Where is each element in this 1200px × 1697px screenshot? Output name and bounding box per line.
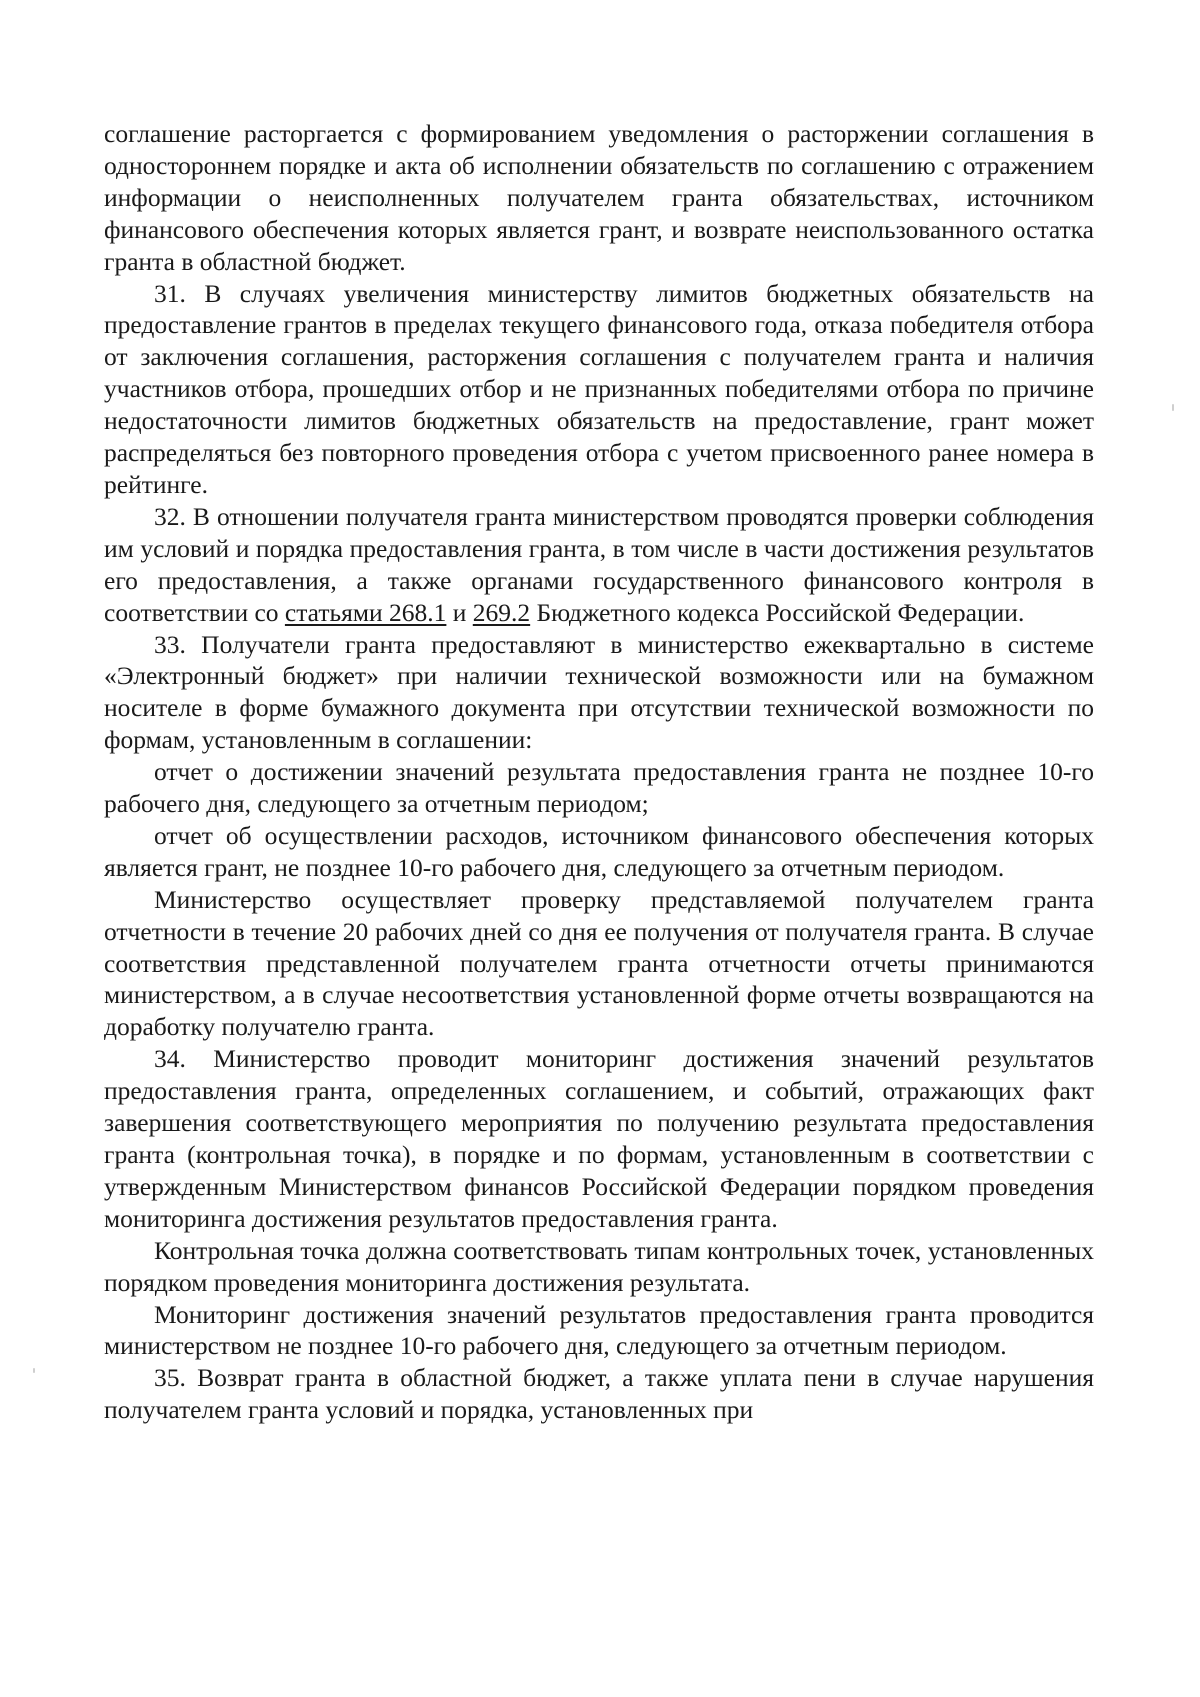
paragraph [104,501,1094,629]
paragraph: Министерство осуществляет проверку представляемой получателем гранта отчетности в течение 20 рабочих дней со дня ее получения от получателя гранта. В случае соответствия представленной получателем гранта отчетности отчеты принимаются министерством, а в случае несоответствия установленной форме отчеты возвращаются на доработку получателю гранта. [104,884,1094,1042]
paragraph: Мониторинг достижения значений результатов предоставления гранта проводится министерством не позднее 10-го рабочего дня, следующего за отчетным периодом. [104,1299,1094,1361]
paragraph: 31. В случаях увеличения министерству лимитов бюджетных обязательств на предоставление грантов в пределах текущего финансового года, отказа победителя отбора от заключения соглашения, расторжения соглашения с получателем гранта и наличия участников отбора, прошедших отбор и не признанных победителями отбора по причине недостаточности лимитов бюджетных обязательств на предоставление, грант может распределяться без повторного проведения отбора с учетом присвоенного ранее номера в рейтинге. [104,278,1094,499]
paragraph-text: 32. В отношении получателя гранта министерством проводятся проверки соблюдения им условий и порядка предоставления гранта, в том числе в части достижения результатов его предоставления, а также органами государственного финансового контроля в соответствии со [104,501,1094,627]
paragraph: 33. Получатели гранта предоставляют в министерство ежеквартально в системе «Электронный бюджет» при наличии технической возможности или на бумажном носителе в форме бумажного документа при отсутствии технической возможности по формам, установленным в соглашении: [104,629,1094,755]
paragraph: 34. Министерство проводит мониторинг достижения значений результатов предоставления гранта, определенных соглашением, и событий, отражающих факт завершения соответствующего мероприятия по получению результата предоставления гранта (контрольная точка), в порядке и по формам, установленным в соответствии с утвержденным Министерством финансов Российской Федерации порядком проведения мониторинга достижения результатов предоставления гранта. [104,1044,1094,1233]
scan-speck [33,1368,35,1373]
paragraph: 35. Возврат гранта в областной бюджет, а также уплата пени в случае нарушения получателем гранта условий и порядка, установленных при [104,1363,1094,1425]
scan-speck [1172,404,1174,411]
paragraph: соглашение расторгается с формированием уведомления о расторжении соглашения в одностороннем порядке и акта об исполнении обязательств по соглашению с отражением информации о неисполненных получателем гранта обязательствах, источником финансового обеспечения которых является грант, и возврате неиспользованного остатка гранта в областной бюджет. [104,119,1094,276]
law-article-link[interactable]: статьями 268.1 [284,597,447,627]
paragraph-text: Бюджетного кодекса Российской Федерации. [530,597,1025,627]
paragraph: Контрольная точка должна соответствовать типам контрольных точек, установленных порядком проведения мониторинга достижения результата. [104,1235,1094,1297]
law-article-link[interactable]: 269.2 [472,597,531,627]
document-body [104,118,1094,1426]
paragraph-text: и [446,597,473,627]
paragraph: отчет о достижении значений результата предоставления гранта не позднее 10-го рабочего дня, следующего за отчетным периодом; [104,757,1094,819]
paragraph: отчет об осуществлении расходов, источником финансового обеспечения которых является грант, не позднее 10-го рабочего дня, следующего за отчетным периодом. [104,820,1094,882]
